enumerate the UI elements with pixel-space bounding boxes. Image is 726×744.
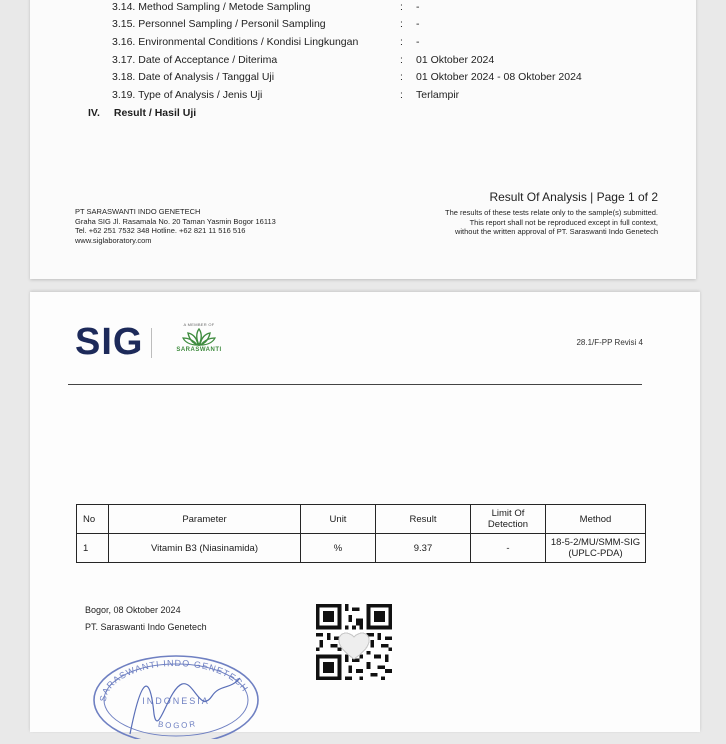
header-no: No [77, 505, 109, 534]
logo-divider [151, 328, 152, 358]
section-iv-title: Result / Hasil Uji [113, 107, 197, 119]
header-limit-of-detection [471, 505, 546, 534]
company-address: Graha SIG Jl. Rasamala No. 20 Taman Yasmin Bogor 16113 [75, 216, 276, 226]
leaf-lotus-icon [182, 328, 216, 346]
header-result: Result [376, 505, 471, 534]
method-line: (UPLC-PDA) [568, 548, 623, 559]
header-unit: Unit [301, 505, 376, 534]
section-value: 01 Oktober 2024 [416, 54, 495, 66]
cell-method [546, 534, 646, 563]
section-separator: : [400, 54, 403, 66]
section-separator: : [400, 89, 403, 101]
report-disclaimer [445, 208, 658, 237]
section-iv-heading [88, 107, 196, 119]
report-page-title: Result Of Analysis | Page 1 of 2 [489, 190, 658, 204]
section-value: - [416, 18, 420, 30]
section-label: 3.16. Environmental Conditions / Kondisi Lingkungan [112, 36, 359, 48]
cell-result: 9.37 [376, 534, 471, 563]
table-header-row [77, 505, 646, 534]
section-label: 3.14. Method Sampling / Metode Sampling [112, 1, 311, 13]
disclaimer-line: This report shall not be reproduced except in full context, [469, 217, 658, 227]
qr-code-icon [316, 604, 392, 680]
report-page-2 [30, 292, 700, 732]
section-separator: : [400, 36, 403, 48]
results-table [76, 504, 646, 563]
company-name: PT SARASWANTI INDO GENETECH [75, 207, 201, 216]
svg-text:BOGOR [157, 719, 197, 730]
stamp-middle-text: INDONESIA [142, 696, 210, 706]
partner-tagline: A MEMBER OF [183, 322, 215, 327]
stamp-top-text: SARASWANTI INDO GENETECH [97, 657, 251, 703]
signature-date: Bogor, 08 Oktober 2024 [85, 605, 181, 615]
cell-limit: - [471, 534, 546, 563]
report-page-1 [30, 0, 696, 279]
company-address-block [75, 207, 276, 245]
saraswanti-logo [174, 322, 224, 353]
section-separator: : [400, 71, 403, 83]
form-revision-code: 28.1/F-PP Revisi 4 [576, 338, 643, 347]
section-value: Terlampir [416, 89, 460, 101]
disclaimer-line: The results of these tests relate only to the sample(s) submitted. [444, 208, 658, 217]
header-limit-line: Limit Of [491, 508, 525, 519]
stamp-bottom-text: BOGOR [157, 719, 198, 731]
partner-name: SARASWANTI [176, 347, 222, 353]
table-row [77, 534, 646, 563]
section-value: 01 Oktober 2024 - 08 Oktober 2024 [416, 71, 582, 83]
company-website: www.siglaboratory.com [75, 235, 152, 245]
header-limit-line: Detection [487, 519, 529, 530]
company-phone: Tel. +62 251 7532 348 Hotline. +62 821 11 516 516 [75, 226, 246, 235]
header-rule [68, 384, 642, 385]
section-label: 3.15. Personnel Sampling / Personil Sampling [112, 18, 326, 30]
section-separator: : [400, 18, 403, 30]
method-line: 18-5-2/MU/SMM-SIG [550, 537, 641, 548]
cell-unit: % [301, 534, 376, 563]
header-method: Method [546, 505, 646, 534]
disclaimer-line: without the written approval of PT. Saraswanti Indo Genetech [454, 227, 658, 236]
header-parameter: Parameter [109, 505, 301, 534]
section-value: - [416, 36, 420, 48]
section-label: 3.17. Date of Acceptance / Diterima [112, 54, 278, 66]
company-stamp [90, 644, 265, 744]
cell-no: 1 [77, 534, 109, 563]
section-separator: : [400, 1, 403, 13]
section-label: 3.18. Date of Analysis / Tanggal Uji [112, 71, 275, 83]
section-label: 3.19. Type of Analysis / Jenis Uji [112, 89, 263, 101]
section-value: - [416, 1, 420, 13]
sig-logo: SIG [75, 321, 144, 363]
section-iv-number: IV. [88, 107, 100, 119]
cell-parameter: Vitamin B3 (Niasinamida) [109, 534, 301, 563]
signature-company: PT. Saraswanti Indo Genetech [85, 622, 207, 632]
